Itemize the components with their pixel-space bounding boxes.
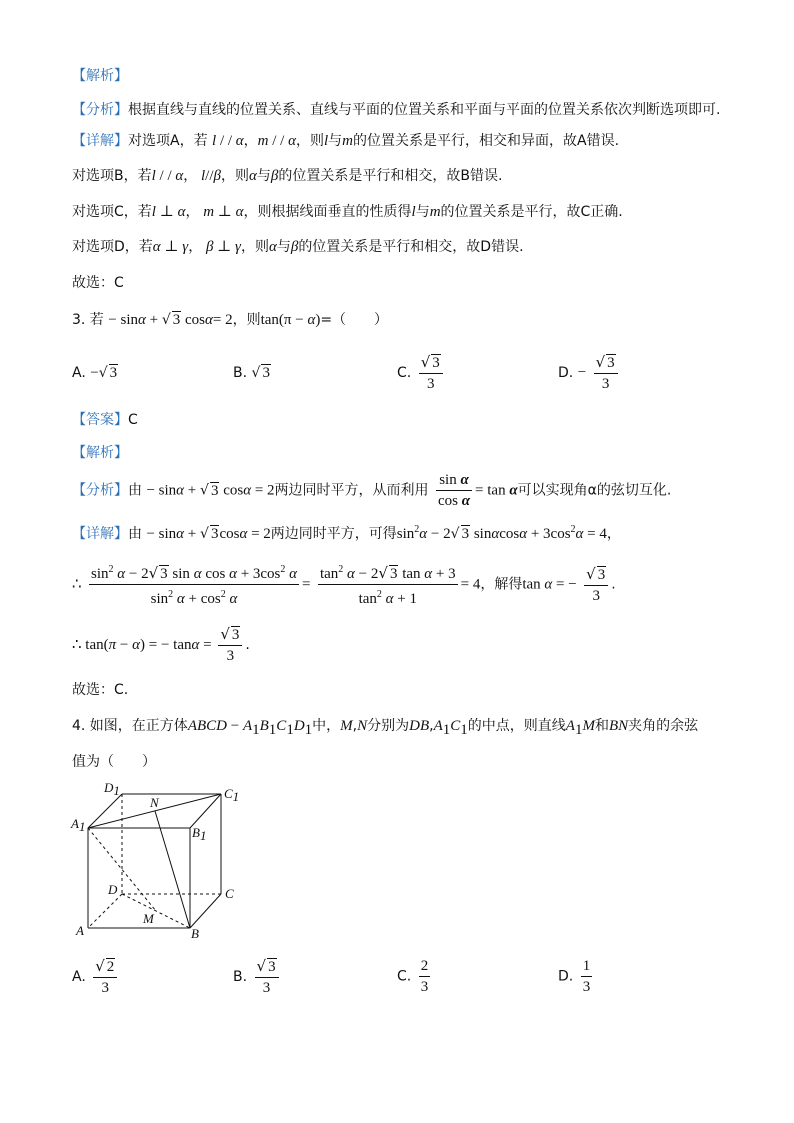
label-c1: C1 <box>224 786 240 804</box>
q3-jiexi-heading: 【解析】 <box>72 445 128 461</box>
cube-figure <box>70 776 250 946</box>
q4-stem-line2: 值为（ ） <box>72 754 156 770</box>
q2-detail-d: 对选项D，若α ⊥ γ， β ⊥ γ，则α与β的位置关系是平行和相交，故D错误. <box>72 239 524 255</box>
q3-choose: 故选：C. <box>72 682 129 698</box>
label-n: N <box>150 795 159 810</box>
q2-detail-c: 对选项C，若l ⊥ α， m ⊥ α，则根据线面垂直的性质得l与m的位置关系是平行，故C正确. <box>72 204 623 220</box>
segment-nb <box>155 811 190 928</box>
q3-detail-1: 【详解】由 − sinα + √ 3cosα = 2两边同时平方，可得$\sin^2\alpha - 2√$ 3 $\sin\alpha\cos\alpha + 3\cos^2\alpha = 4$， <box>72 524 621 542</box>
q3-option-b: B. √ 3 <box>233 365 270 381</box>
q3-detail-2: ∴ $\frac{\sin^2 \alpha - 2√ 3 \sin \alpha \cos \alpha + 3\cos^2 \alpha}{\sin^2 \alpha + \cos^2 \alpha}$ = $\frac{\tan^2 \alpha - 2√ 3 \tan \alpha + 3}{\tan^2 \alpha + 1}$ = 4，解得tan α = − $\frac{√ 3}{3}$ . <box>72 560 616 609</box>
label-c: C <box>225 886 234 901</box>
jiexi-heading: 【解析】 <box>72 68 128 84</box>
q2-analysis: 【分析】根据直线与直线的位置关系、直线与平面的位置关系和平面与平面的位置关系依次判断选项即可. <box>72 102 721 118</box>
q4-option-b: B. $\frac{√ 3}{3}$ <box>233 956 282 998</box>
q2-detail-a: 【详解】对选项A，若 l / / α，m / / α，则l与m的位置关系是平行，相交和异面，故A错误. <box>72 133 620 149</box>
segment-a1m <box>88 828 156 911</box>
q4-option-c: C. $\frac{2}{3}$ <box>397 958 429 995</box>
q3-option-c: C. $\frac{√ 3}{3}$ <box>397 352 446 394</box>
label-b: B <box>191 926 199 941</box>
label-a: A <box>76 923 84 938</box>
q2-detail-b: 对选项B，若l / / α， l//β，则α与β的位置关系是平行和相交，故B错误. <box>72 168 503 184</box>
edge-d1a1 <box>88 794 122 828</box>
label-a1: A1 <box>71 816 86 834</box>
label-d: D <box>108 882 118 897</box>
q3-answer: 【答案】C <box>72 412 138 428</box>
q3-analysis: 【分析】由 − sinα + √ 3 cosα = 2两边同时平方，从而利用 $\frac{\text{sin α}}{\text{cos α}}$ = tan α可以实现角α的弦切互化. <box>72 472 672 509</box>
segment-db <box>122 894 190 928</box>
edge-da <box>88 894 122 928</box>
label-b1: B1 <box>192 825 207 843</box>
edge-bc <box>190 894 221 928</box>
label-m: M <box>143 911 154 926</box>
edge-c1b1 <box>190 794 221 828</box>
label-d1: D1 <box>104 780 120 798</box>
q4-option-a: A. $\frac{√ 2}{3}$ <box>72 956 120 998</box>
q3-option-a: A. −√ 3 <box>72 365 118 381</box>
q2-choose: 故选：C <box>72 275 124 291</box>
q3-option-d: D. − $\frac{√ 3}{3}$ <box>558 352 621 394</box>
q3-detail-3: ∴ tan(π − α) = − tanα = $\frac{√ 3}{3}$ . <box>72 625 250 664</box>
q4-stem: 4. 如图，在正方体ABCD − $A_1B_1C_1D_1$中，M,N分别为$DB,A_1C_1$的中点，则直线$A_1M$和BN夹角的余弦 <box>72 718 699 738</box>
q4-option-d: D. $\frac{1}{3}$ <box>558 958 591 995</box>
q3-stem: 3. 若 − sinα + √ 3 cosα= 2，则tan(π − α)=（ ） <box>72 312 389 328</box>
